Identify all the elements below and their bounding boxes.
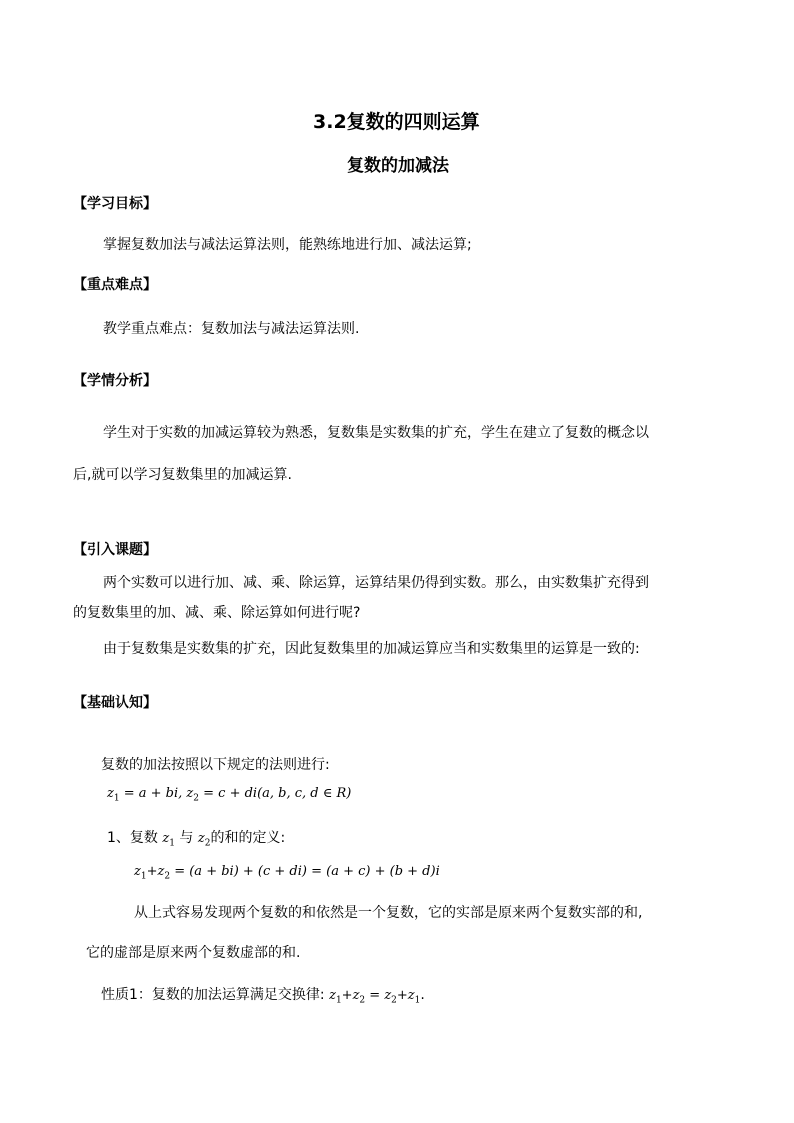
page-subtitle: 复数的加减法 xyxy=(347,156,449,176)
goals-text: 掌握复数加法与减法运算法则，能熟练地进行加、减法运算; xyxy=(103,237,472,253)
definition-suffix: 的和的定义: xyxy=(210,830,286,846)
definition-prefix: 1、复数 xyxy=(107,830,158,846)
section-heading-intro: 【引入课题】 xyxy=(73,542,157,558)
commutative-law-formula: $z_1+z_2 = z_2+z_1$ xyxy=(329,988,421,1006)
definition-and: 与 xyxy=(179,830,194,846)
section-heading-key-points: 【重点难点】 xyxy=(73,277,157,293)
intro-line-2: 的复数集里的加、减、乘、除运算如何进行呢? xyxy=(73,605,361,621)
explanation-line-2: 它的虚部是原来两个复数虚部的和. xyxy=(86,945,301,961)
intro-line-3: 由于复数集是实数集的扩充，因此复数集里的加减运算应当和实数集里的运算是一致的: xyxy=(103,641,640,657)
section-heading-basics: 【基础认知】 xyxy=(73,695,157,711)
explanation-line-1: 从上式容易发现两个复数的和依然是一个复数，它的实部是原来两个复数实部的和, xyxy=(134,905,643,921)
complex-numbers-formula: $z_1 = a$ + bi, $z_2 = c + di(a$, b, c, d ∈ R) xyxy=(107,786,352,804)
addition-rule-text: 复数的加法按照以下规定的法则进行: xyxy=(101,757,330,773)
section-heading-goals: 【学习目标】 xyxy=(73,196,157,212)
key-points-text: 教学重点难点：复数加法与减法运算法则. xyxy=(103,321,360,337)
z2-symbol: $z_2$ xyxy=(197,831,211,849)
property-end: . xyxy=(420,987,425,1003)
sum-formula: $z_1+z_2 = (a + bi) + (c + di) = (a + c) + (b + d)i$ xyxy=(134,864,440,882)
z1-symbol: $z_1$ xyxy=(162,831,175,849)
analysis-line-1: 学生对于实数的加减运算较为熟悉，复数集是实数集的扩充，学生在建立了复数的概念以 xyxy=(103,425,649,441)
sum-definition-line xyxy=(107,827,285,849)
property-1-line xyxy=(101,984,425,1006)
analysis-line-2: 后,就可以学习复数集里的加减运算. xyxy=(73,467,292,483)
property-label: 性质1：复数的加法运算满足交换律: xyxy=(101,987,325,1003)
intro-line-1: 两个实数可以进行加、减、乘、除运算，运算结果仍得到实数。那么，由实数集扩充得到 xyxy=(103,575,649,591)
page-title: 3.2复数的四则运算 xyxy=(313,111,480,133)
section-heading-analysis: 【学情分析】 xyxy=(73,373,157,389)
